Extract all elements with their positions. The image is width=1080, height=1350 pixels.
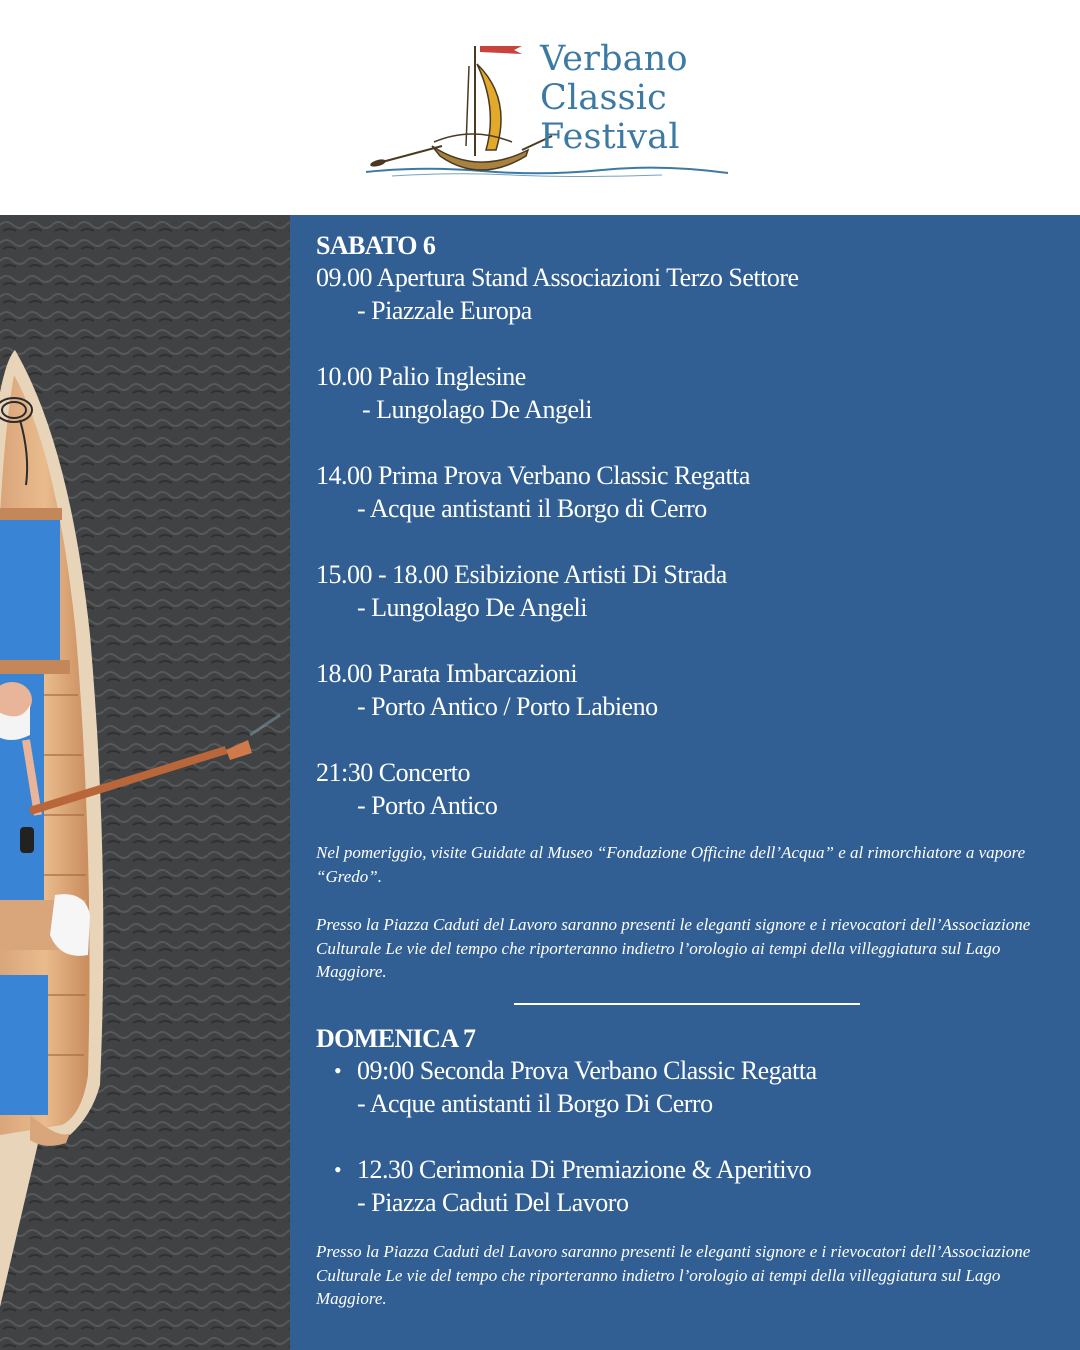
logo-line-2: Classic [540, 78, 667, 118]
sun-event-2-place: - Piazza Caduti Del Lavoro [357, 1188, 629, 1217]
saturday-note-reenactors: Presso la Piazza Caduti del Lavoro saranno presenti le eleganti signore e i rievocatori dell’Associazione Culturale Le vie del tempo che riporteranno indietro l’orologio ai tempi della villeggiatura sul Lago Maggiore. [316, 915, 1031, 981]
festival-logo [362, 38, 732, 183]
sat-event-1-place: - Piazzale Europa [357, 296, 532, 325]
sat-event-6-title: 21:30 Concerto [316, 758, 471, 787]
rowing-boat-photo [0, 215, 290, 1350]
sun-event-1-title: 09:00 Seconda Prova Verbano Classic Regatta [357, 1056, 817, 1085]
sat-event-2-place: - Lungolago De Angeli [362, 395, 592, 424]
header [0, 0, 1080, 215]
sat-event-2-title: 10.00 Palio Inglesine [316, 362, 526, 391]
logo-line-3: Festival [540, 117, 680, 157]
sunday-heading: DOMENICA 7 [316, 1024, 476, 1053]
sun-event-1-place: - Acque antistanti il Borgo Di Cerro [357, 1089, 713, 1118]
section-divider [514, 1003, 860, 1005]
sun-event-2-bullet: • [334, 1157, 342, 1182]
sat-event-6-place: - Porto Antico [357, 791, 498, 820]
sat-event-4-title: 15.00 - 18.00 Esibizione Artisti Di Strada [316, 560, 727, 589]
saturday-note-museum: Nel pomeriggio, visite Guidate al Museo “Fondazione Officine dell’Acqua” e al rimorchiatore a vapore “Gredo”. [316, 843, 1026, 886]
sat-event-4-place: - Lungolago De Angeli [357, 593, 587, 622]
sat-event-5-place: - Porto Antico / Porto Labieno [357, 692, 658, 721]
sun-event-1-bullet: • [334, 1058, 342, 1083]
program-panel [290, 215, 1080, 1350]
sat-event-5-title: 18.00 Parata Imbarcazioni [316, 659, 578, 688]
logo-wordmark [540, 40, 688, 157]
boat-image-illustration [0, 215, 290, 1350]
sun-event-2-title: 12.30 Cerimonia Di Premiazione & Aperitivo [357, 1155, 812, 1184]
sat-event-3-title: 14.00 Prima Prova Verbano Classic Regatta [316, 461, 750, 490]
sunday-note-reenactors: Presso la Piazza Caduti del Lavoro saranno presenti le eleganti signore e i rievocatori dell’Associazione Culturale Le vie del tempo che riporteranno indietro l’orologio ai tempi della villeggiatura sul Lago Maggiore. [316, 1242, 1031, 1308]
logo-line-1: Verbano [540, 39, 688, 79]
saturday-heading: SABATO 6 [316, 231, 436, 260]
sat-event-1-title: 09.00 Apertura Stand Associazioni Terzo Settore [316, 263, 799, 292]
sat-event-3-place: - Acque antistanti il Borgo di Cerro [357, 494, 707, 523]
